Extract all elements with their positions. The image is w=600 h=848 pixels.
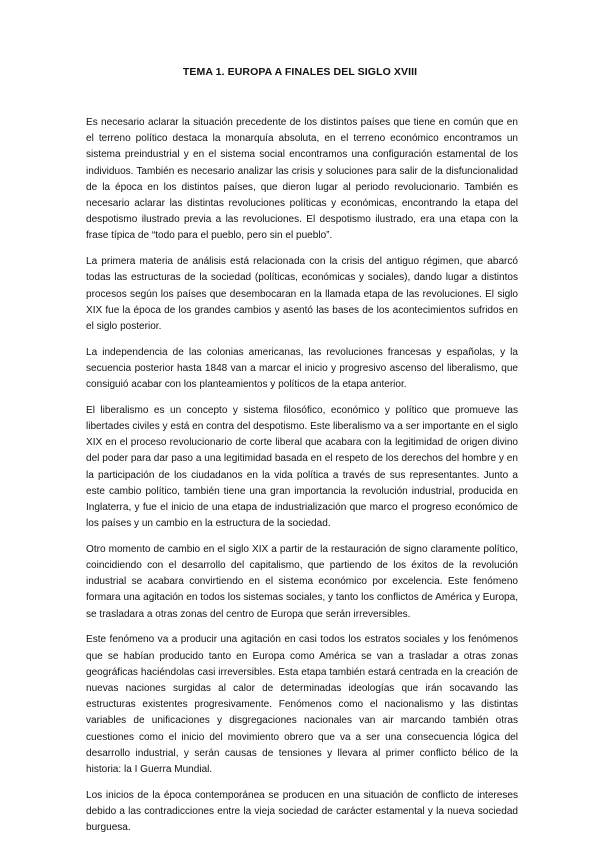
paragraph-5: Otro momento de cambio en el siglo XIX a partir de la restauración de signo claramente político, coincidiendo con el desarrollo del capitalismo, que partiendo de los éxitos de la revolución industrial se acabara convirtiendo en el sistema económico por excelencia. Este fenómeno formara una agitación en todos los sistemas sociales, y tanto los conflictos de América y Europa, se trasladara a otras zonas del centro de Europa que serán irreversibles.	[86, 543, 518, 620]
paragraph-1: Es necesario aclarar la situación precedente de los distintos países que tiene en común que en el terreno político destaca la monarquía absoluta, en el terreno económico encontramos un sistema preindustrial y en el sistema social encontramos una configuración estamental de los individuos. También es necesario analizar las crisis y soluciones para salir de la disfuncionalidad de la época en los distintos países, que dieron lugar al periodo revolucionario. También es necesario aclarar las distintas revoluciones políticas y económicas, encontrando la etapa del despotismo ilustrado previa a las revoluciones. El despotismo ilustrado, era una etapa con la frase típica de “todo para el pueblo, pero sin el pueblo”.	[86, 117, 518, 242]
paragraph-7: Los inicios de la época contemporánea se producen en una situación de conflicto de intereses debido a las contradicciones entre la vieja sociedad de carácter estamental y la nueva sociedad burguesa.	[86, 789, 518, 834]
paragraph-4: El liberalismo es un concepto y sistema filosófico, económico y político que promueve las libertades civiles y está en contra del despotismo. Este liberalismo va a ser importante en el siglo XIX en el proceso revolucionario de corte liberal que acabara con la legitimidad de origen divino del poder para dar paso a una legitimidad basada en el respeto de los derechos del hombre y en la participación de los ciudadanos en la vida política a través de sus representantes. Junto a este cambio político, también tiene una gran importancia la revolución industrial, producida en Inglaterra, y fue el inicio de una etapa de industrialización que marco el progreso económico de los países y un cambio en la estructura de la sociedad.	[86, 404, 518, 530]
page-title: TEMA 1. EUROPA A FINALES DEL SIGLO XVIII	[182, 66, 418, 78]
paragraph-2: La primera materia de análisis está relacionada con la crisis del antiguo régimen, que abarcó todas las estructuras de la sociedad (políticas, económicas y sociales), dando lugar a distintos procesos según los países que desembocaran en la llamada etapa de las revoluciones. El siglo XIX fue la época de los grandes cambios y asentó las bases de los acontecimientos sufridos en el siglo posterior.	[86, 256, 518, 332]
paragraph-6: Este fenómeno va a producir una agitación en casi todos los estratos sociales y los fenómenos que se habían producido tanto en Europa como América se van a trasladar a otras zonas geográficas haciéndolas casi irreversibles. Esta etapa también estará centrada en la creación de nuevas naciones surgidas al calor de determinadas ideologías que irán socavando las estructuras existentes progresivamente. Fenómenos como el nacionalismo y las distintas variables de unificaciones y disgregaciones nacionales van air marcando también otras cuestiones como el inicio del movimiento obrero que va a ser una consecuencia lógica del desarrollo industrial, y serán causas de tensiones y llevara al primer conflicto bélico de la historia: la I Guerra Mundial.	[86, 634, 518, 776]
document-body	[86, 115, 518, 846]
paragraph-3: La independencia de las colonias americanas, las revoluciones francesas y españolas, y la secuencia posterior hasta 1848 van a marcar el inicio y progresivo ascenso del liberalismo, que consiguió acabar con los planteamientos y políticos de la etapa anterior.	[86, 346, 518, 391]
